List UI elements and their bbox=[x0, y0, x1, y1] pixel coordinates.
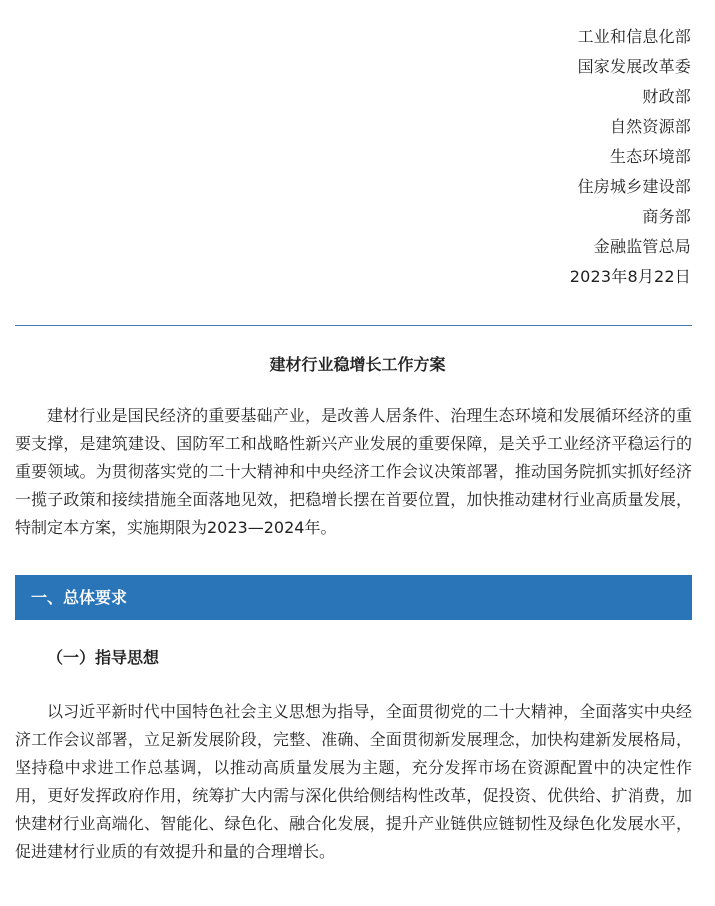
agency-name: 金融监管总局 bbox=[593, 237, 691, 256]
agency-name: 住房城乡建设部 bbox=[577, 177, 691, 196]
agency-name: 自然资源部 bbox=[609, 117, 691, 136]
subsection-heading-guiding-ideology: （一）指导思想 bbox=[47, 648, 160, 667]
agency-name: 生态环境部 bbox=[609, 147, 691, 166]
intro-paragraph: 建材行业是国民经济的重要基础产业，是改善人居条件、治理生态环境和发展循环经济的重要支撑，是建筑建设、国防军工和战略性新兴产业发展的重要保障，是关乎工业经济平稳运行的重要领域。为贯彻落实党的二十大精神和中央经济工作会议决策部署，推动国务院抓实抓好经济一揽子政策和接续措施全面落地见效，把稳增长摆在首要位置，加快推动建材行业高质量发展，特制定本方案，实施期限为2023—2024年。 bbox=[15, 406, 692, 537]
issue-date: 2023年8月22日 bbox=[569, 267, 691, 286]
agency-name: 财政部 bbox=[642, 87, 691, 106]
divider-line bbox=[15, 325, 692, 326]
agency-name: 商务部 bbox=[642, 207, 691, 226]
agency-name: 工业和信息化部 bbox=[577, 27, 691, 46]
document-title: 建材行业稳增长工作方案 bbox=[269, 355, 446, 374]
guiding-ideology-paragraph: 以习近平新时代中国特色社会主义思想为指导，全面贯彻党的二十大精神，全面落实中央经济工作会议部署，立足新发展阶段，完整、准确、全面贯彻新发展理念，加快构建新发展格局，坚持稳中求进工作总基调，以推动高质量发展为主题，充分发挥市场在资源配置中的决定性作用，更好发挥政府作用，统筹扩大内需与深化供给侧结构性改革，促投资、优供给、扩消费，加快建材行业高端化、智能化、绿色化、融合化发展，提升产业链供应链韧性及绿色化发展水平，促进建材行业质的有效提升和量的合理增长。 bbox=[15, 702, 692, 861]
section-heading-general-requirements: 一、总体要求 bbox=[15, 575, 692, 620]
agency-name: 国家发展改革委 bbox=[577, 57, 691, 76]
signing-agencies bbox=[570, 22, 691, 292]
